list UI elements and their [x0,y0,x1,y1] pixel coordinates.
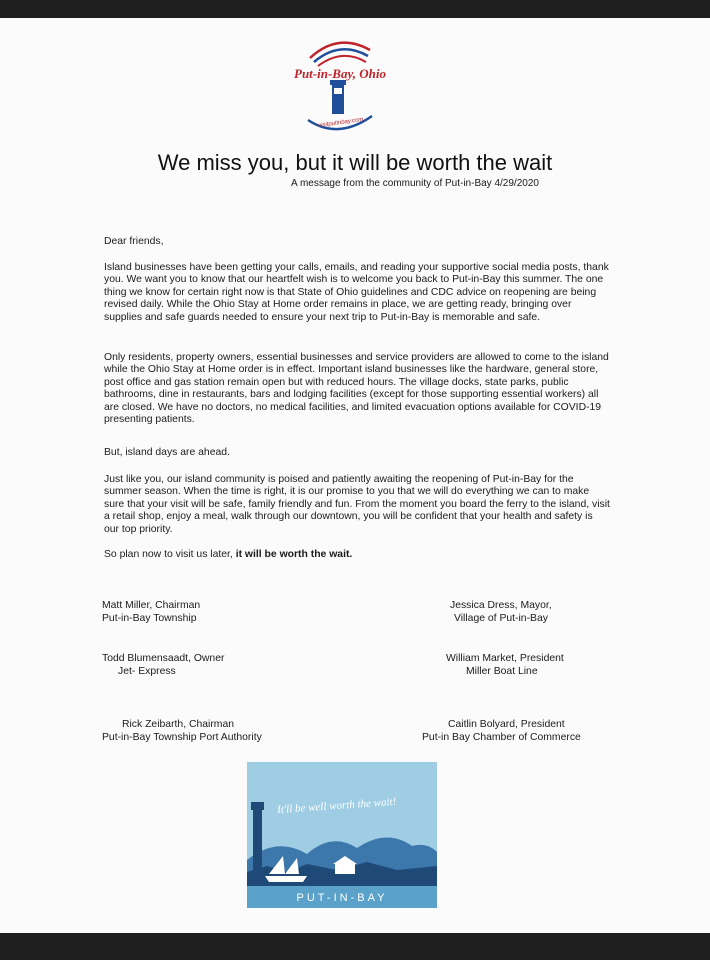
logo-url: visitputinbay.com [317,116,364,130]
paragraph-text: Island businesses have been getting your calls, emails, and reading your supportive social media posts, thank you. We want you to know that our heartfelt wish is to welcome you back to Put-in-Bay this summer. The one thing we know for certain right now is that State of Ohio guidelines and CDC advice on reopening are being revised daily. While the Ohio Stay at Home order remains in place, we are getting ready, bringing over supplies and safe guards needed to ensure your next trip to Put-in-Bay is memorable and safe. [104,262,609,323]
paragraph-text: But, island days are ahead. [104,447,230,458]
poster-script: It'll be well worth the wait! [276,795,397,817]
logo-name: Put-in-Bay, Ohio [294,66,386,81]
put-in-bay-poster [247,762,437,908]
closing-bold: it will be worth the wait. [235,549,353,560]
salutation [104,236,610,248]
signatory-org: Village of Put-in-Bay [454,613,548,624]
signatory-org: Put-in Bay Chamber of Commerce [422,732,581,743]
signatory-name: Todd Blumensaadt, Owner [102,653,225,664]
poster-name: PUT-IN-BAY [296,892,388,904]
signatory-org: Miller Boat Line [466,666,538,677]
signatory-org: Put-in-Bay Township [102,613,197,624]
closing-line [104,549,610,561]
signatory-org: Put-in-Bay Township Port Authority [102,732,262,743]
signatory [422,718,581,744]
signatory-name: Matt Miller, Chairman [102,600,201,611]
signatory-name: William Market, President [446,653,564,664]
bottom-bar [0,933,710,960]
signatory [446,652,564,678]
paragraph-2 [104,352,610,426]
signatory [102,718,262,744]
letter-subtitle [0,178,710,189]
paragraph-1 [104,262,610,324]
put-in-bay-logo [288,28,388,138]
closing-text: So plan now to visit us later, [104,549,236,560]
top-bar [0,0,710,18]
salutation-text: Dear friends, [104,236,164,247]
signatory [450,599,552,625]
paragraph-text: Only residents, property owners, essential businesses and service providers are allowed to come to the island while the Ohio Stay at Home order is in effect. Important island businesses like the hardware, general store, post office and gas station remain open but with reduced hours. The village docks, state parks, public bathrooms, dine in restaurants, bars and lodging facilities (except for those supporting essential workers) all are closed. We have no doctors, no medical facilities, and limited evacuation options available for COVID-19 presenting patients. [104,352,609,426]
signatory-org: Jet- Express [118,666,176,677]
subtitle-text: A message from the community of Put-in-Bay 4/29/2020 [291,178,539,189]
paragraph-text: Just like you, our island community is poised and patiently awaiting the reopening of Put-in-Bay for the summer season. When the time is right, it is our promise to you that we will do everything we can to make sure that your visit will be safe, family friendly and fun. From the moment you board the ferry to the island, visit a retail shop, enjoy a meal, walk through our downtown, you will be confident that your health and safety is our top priority. [104,474,610,535]
signatory-name: Jessica Dress, Mayor, [450,600,552,611]
letter-title: We miss you, but it will be worth the wait [157,150,553,175]
signatory-name: Rick Zeibarth, Chairman [122,719,235,730]
signatory-name: Caitlin Bolyard, President [448,719,565,730]
signatory [102,652,224,678]
paragraph-3 [104,447,610,459]
paragraph-4 [104,474,610,536]
signatory [102,599,200,625]
